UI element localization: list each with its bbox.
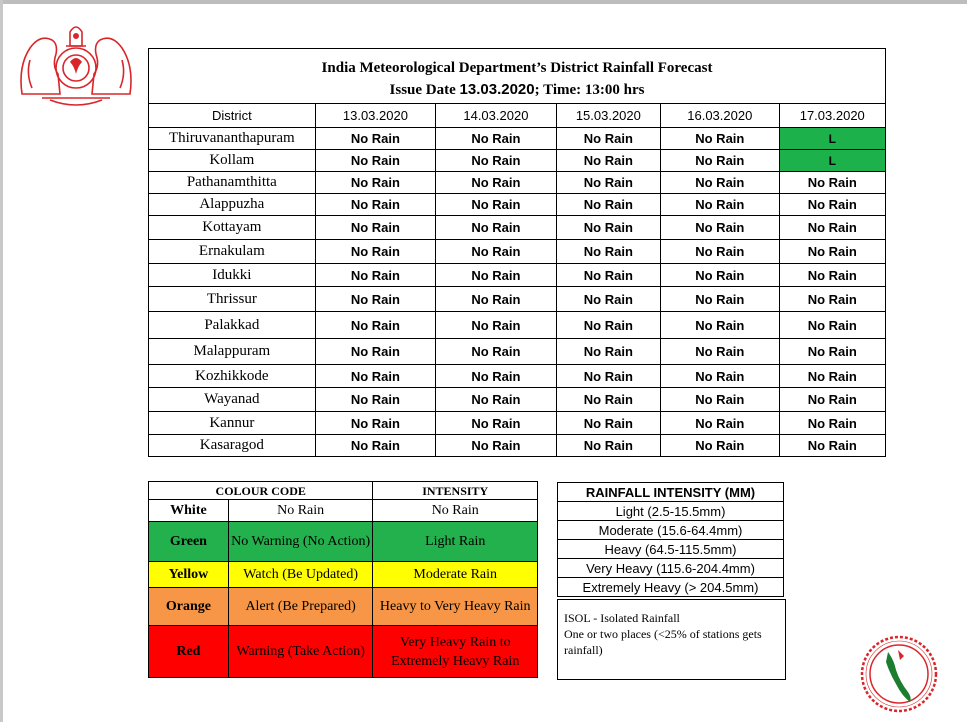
column-header-date: 17.03.2020 [779,104,885,128]
forecast-cell: No Rain [556,287,660,312]
forecast-cell: No Rain [779,388,885,412]
forecast-cell: No Rain [779,240,885,264]
forecast-cell: No Rain [315,287,435,312]
table-header-row [149,104,886,128]
forecast-cell: No Rain [315,435,435,457]
forecast-cell: No Rain [661,287,779,312]
colour-action: Warning (Take Action) [228,626,373,678]
table-row [149,240,886,264]
colour-code-row-red [149,626,538,678]
colour-intensity: No Rain [373,500,538,522]
colour-intensity: Moderate Rain [373,562,538,588]
forecast-cell: No Rain [436,172,556,194]
colour-code-row-green [149,522,538,562]
forecast-cell: No Rain [556,339,660,365]
forecast-cell: No Rain [556,312,660,339]
district-name: Pathanamthitta [149,172,316,194]
forecast-cell: No Rain [661,312,779,339]
forecast-cell: No Rain [779,365,885,388]
isol-description: One or two places (<25% of stations gets rainfall) [564,627,762,657]
column-header-district: District [149,104,316,128]
district-name: Kasaragod [149,435,316,457]
forecast-cell: No Rain [779,339,885,365]
forecast-cell: No Rain [661,339,779,365]
forecast-cell: No Rain [779,435,885,457]
district-name: Kottayam [149,216,316,240]
colour-label: Yellow [149,562,229,588]
colour-action: Alert (Be Prepared) [228,588,373,626]
forecast-cell: No Rain [556,194,660,216]
forecast-cell: No Rain [556,128,660,150]
forecast-cell: No Rain [661,128,779,150]
forecast-cell: No Rain [661,388,779,412]
colour-action: Watch (Be Updated) [228,562,373,588]
table-row [149,172,886,194]
colour-action: No Warning (No Action) [228,522,373,562]
forecast-cell: No Rain [779,312,885,339]
colour-code-heading: COLOUR CODE [149,482,373,500]
forecast-cell: No Rain [315,339,435,365]
forecast-cell: No Rain [436,150,556,172]
district-name: Ernakulam [149,240,316,264]
forecast-cell: No Rain [556,412,660,435]
forecast-cell: No Rain [315,312,435,339]
rainfall-intensity-table [557,482,784,597]
forecast-cell: No Rain [436,435,556,457]
district-name: Idukki [149,264,316,287]
colour-label: Orange [149,588,229,626]
forecast-cell: No Rain [556,240,660,264]
colour-intensity: Light Rain [373,522,538,562]
table-row [149,339,886,365]
colour-code-row-orange [149,588,538,626]
forecast-cell: No Rain [436,287,556,312]
district-name: Thiruvananthapuram [149,128,316,150]
colour-action: No Rain [228,500,373,522]
forecast-cell: No Rain [556,388,660,412]
intensity-item: Extremely Heavy (> 204.5mm) [558,578,784,597]
district-name: Alappuzha [149,194,316,216]
forecast-cell: No Rain [556,216,660,240]
forecast-cell: No Rain [661,172,779,194]
forecast-cell: No Rain [556,150,660,172]
forecast-cell: No Rain [315,240,435,264]
colour-code-row-yellow [149,562,538,588]
colour-intensity: Heavy to Very Heavy Rain [373,588,538,626]
forecast-cell: No Rain [661,240,779,264]
forecast-cell: No Rain [315,172,435,194]
kerala-emblem-logo [12,14,140,110]
isol-note [557,599,786,680]
forecast-cell: No Rain [661,150,779,172]
page-title: India Meteorological Department’s District Rainfall Forecast [149,49,886,78]
forecast-cell: No Rain [661,365,779,388]
forecast-cell: No Rain [315,264,435,287]
forecast-cell: No Rain [661,216,779,240]
colour-label: Red [149,626,229,678]
forecast-cell: No Rain [315,194,435,216]
window-left-border [0,0,3,722]
table-row [149,365,886,388]
forecast-cell: No Rain [779,194,885,216]
forecast-cell: No Rain [315,128,435,150]
issue-label: Issue Date [389,82,456,98]
window-top-border [0,0,967,4]
forecast-cell: No Rain [436,240,556,264]
forecast-cell: No Rain [436,264,556,287]
forecast-cell: No Rain [779,172,885,194]
colour-code-table [148,481,538,678]
district-name: Palakkad [149,312,316,339]
table-row [149,412,886,435]
colour-label: Green [149,522,229,562]
intensity-item: Light (2.5-15.5mm) [558,502,784,521]
forecast-cell-green: L [779,128,885,150]
forecast-cell-green: L [779,150,885,172]
district-name: Kozhikkode [149,365,316,388]
table-row [149,194,886,216]
intensity-item: Very Heavy (115.6-204.4mm) [558,559,784,578]
rainfall-intensity-title: RAINFALL INTENSITY (MM) [558,483,784,502]
table-row [149,216,886,240]
forecast-cell: No Rain [315,216,435,240]
forecast-cell: No Rain [779,287,885,312]
district-name: Kollam [149,150,316,172]
table-row [149,312,886,339]
forecast-cell: No Rain [436,216,556,240]
column-header-date: 14.03.2020 [436,104,556,128]
issue-date: 13.03.2020 [459,81,535,98]
table-row [149,287,886,312]
intensity-heading: INTENSITY [373,482,538,500]
intensity-item: Moderate (15.6-64.4mm) [558,521,784,540]
colour-code-row-white [149,500,538,522]
column-header-date: 16.03.2020 [661,104,779,128]
table-row [149,150,886,172]
forecast-cell: No Rain [436,128,556,150]
column-header-date: 13.03.2020 [315,104,435,128]
forecast-cell: No Rain [556,365,660,388]
forecast-cell: No Rain [315,365,435,388]
colour-intensity: Very Heavy Rain to Extremely Heavy Rain [373,626,538,678]
forecast-cell: No Rain [436,312,556,339]
column-header-date: 15.03.2020 [556,104,660,128]
intensity-item: Heavy (64.5-115.5mm) [558,540,784,559]
forecast-cell: No Rain [661,194,779,216]
table-row [149,435,886,457]
forecast-cell: No Rain [779,216,885,240]
forecast-cell: No Rain [779,412,885,435]
forecast-cell: No Rain [556,172,660,194]
forecast-cell: No Rain [436,365,556,388]
forecast-cell: No Rain [315,388,435,412]
forecast-cell: No Rain [436,388,556,412]
district-name: Kannur [149,412,316,435]
issue-line [149,77,886,104]
colour-label: White [149,500,229,522]
district-forecast-table [148,48,886,457]
district-name: Malappuram [149,339,316,365]
forecast-cell: No Rain [779,264,885,287]
forecast-cell: No Rain [661,264,779,287]
table-row [149,388,886,412]
disaster-management-logo [858,634,940,714]
table-row [149,128,886,150]
district-name: Wayanad [149,388,316,412]
forecast-cell: No Rain [556,264,660,287]
forecast-cell: No Rain [436,412,556,435]
issue-time: ; Time: 13:00 hrs [534,82,645,98]
forecast-cell: No Rain [315,150,435,172]
table-row [149,264,886,287]
forecast-cell: No Rain [315,412,435,435]
forecast-cell: No Rain [436,194,556,216]
colour-code-header-row [149,482,538,500]
isol-definition: ISOL - Isolated Rainfall [564,611,680,625]
forecast-cell: No Rain [556,435,660,457]
forecast-cell: No Rain [661,435,779,457]
district-name: Thrissur [149,287,316,312]
forecast-cell: No Rain [661,412,779,435]
forecast-cell: No Rain [436,339,556,365]
